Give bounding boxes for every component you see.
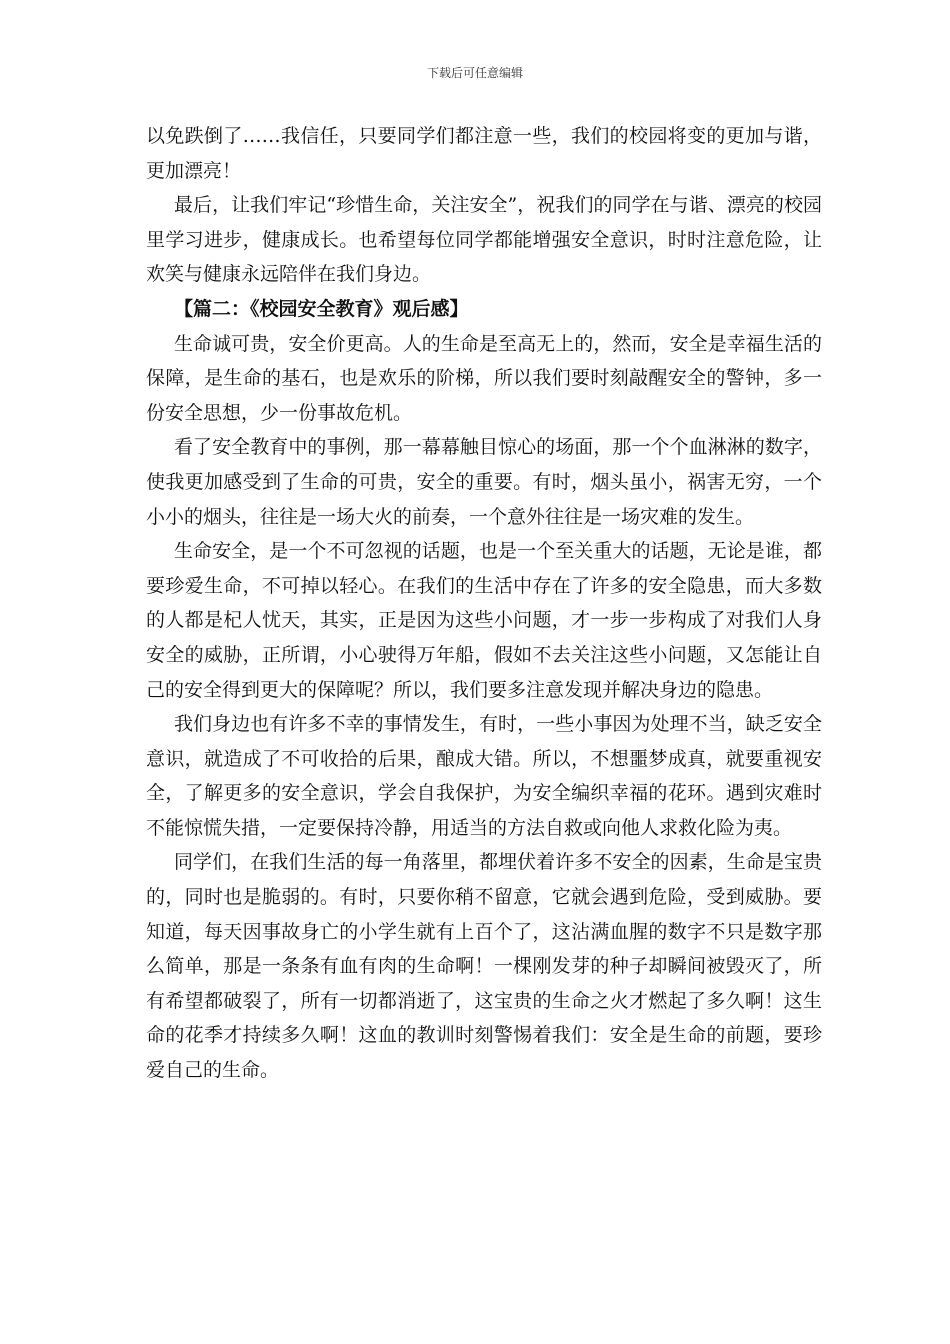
page-header: 下载后可任意编辑: [426, 66, 523, 80]
document-body: [146, 119, 822, 1088]
paragraph: 我们身边也有许多不幸的事情发生，有时，一些小事因为处理不当，缺乏安全意识，就造成了不可收拾的后果，酿成大错。所以，不想噩梦成真，就要重视安全，了解更多的安全意识，学会自我保护，为安全编织幸福的花环。遇到灾难时不能惊慌失措，一定要保持冷静，用适当的方法自救或向他人求救化险为夷。: [146, 713, 822, 839]
paragraph: 看了安全教育中的事例，那一幕幕触目惊心的场面，那一个个血淋淋的数字，使我更加感受到了生命的可贵，安全的重要。有时，烟头虽小，祸害无穷，一个小小的烟头，往往是一场大火的前奏，一个意外往往是一场灾难的发生。: [146, 436, 822, 528]
paragraph-continuation: 以免跌倒了……我信任，只要同学们都注意一些，我们的校园将变的更加与谐，更加漂亮！: [146, 125, 822, 182]
paragraph: 生命安全，是一个不可忽视的话题，也是一个至关重大的话题，无论是谁，都要珍爱生命，不可掉以轻心。在我们的生活中存在了许多的安全隐患，而大多数的人都是杞人忧天，其实，正是因为这些小问题，才一步一步构成了对我们人身安全的威胁，正所谓，小心驶得万年船，假如不去关注这些小问题，又怎能让自己的安全得到更大的保障呢？所以，我们要多注意发现并解决身边的隐患。: [146, 540, 822, 701]
paragraph-closing: 最后，让我们牢记“珍惜生命，关注安全”，祝我们的同学在与谐、漂亮的校园里学习进步，健康成长。也希望每位同学都能增强安全意识，时时注意危险，让欢笑与健康永远陪伴在我们身边。: [146, 194, 822, 286]
paragraph: 同学们，在我们生活的每一角落里，都埋伏着许多不安全的因素，生命是宝贵的，同时也是脆弱的。有时，只要你稍不留意，它就会遇到危险，受到威胁。要知道，每天因事故身亡的小学生就有上百个了，这沾满血腥的数字不只是数字那么简单，那是一条条有血有肉的生命啊！一棵刚发芽的种子却瞬间被毁灭了，所有希望都破裂了，所有一切都消逝了，这宝贵的生命之火才燃起了多久啊！这生命的花季才持续多久啊！这血的教训时刻警惕着我们：安全是生命的前题，要珍爱自己的生命。: [146, 851, 822, 1082]
section-title: 【篇二：《校园安全教育》观后感】: [174, 297, 469, 320]
paragraph: 生命诚可贵，安全价更高。人的生命是至高无上的，然而，安全是幸福生活的保障，是生命的基石，也是欢乐的阶梯，所以我们要时刻敲醒安全的警钟，多一份安全思想，少一份事故危机。: [146, 332, 822, 424]
